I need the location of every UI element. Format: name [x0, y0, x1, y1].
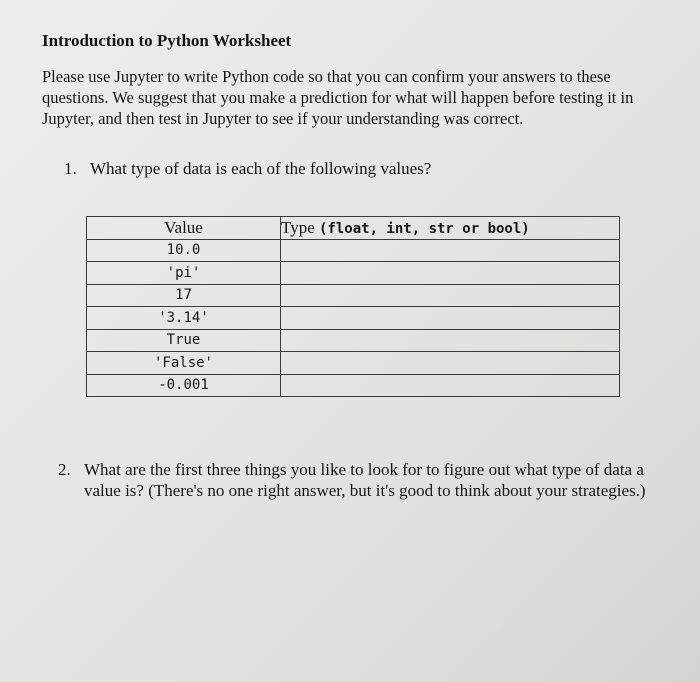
question-1-text: What type of data is each of the following values?	[90, 159, 432, 178]
value-cell: 10.0	[87, 239, 281, 262]
value-cell: 'False'	[87, 352, 281, 375]
question-1	[64, 159, 431, 179]
value-column-header: Value	[87, 217, 281, 240]
type-header-label: Type	[281, 217, 319, 237]
type-answer-cell[interactable]	[281, 307, 620, 330]
type-answer-cell[interactable]	[281, 374, 620, 397]
table-row	[87, 262, 620, 285]
table-row	[87, 239, 620, 262]
table-row	[87, 284, 620, 307]
type-header-options: (float, int, str or bool)	[319, 220, 530, 237]
value-cell: '3.14'	[87, 307, 281, 330]
value-cell: True	[87, 329, 281, 352]
question-2-number: 2.	[58, 460, 71, 479]
type-answer-cell[interactable]	[281, 329, 620, 352]
table-row	[87, 352, 620, 375]
worksheet-title: Introduction to Python Worksheet	[42, 31, 292, 50]
value-cell: 17	[87, 284, 281, 307]
value-cell: -0.001	[87, 374, 281, 397]
value-cell: 'pi'	[87, 262, 281, 285]
question-2-text: What are the first three things you like to look for to figure out what type of data a value is? (There's no one right answer, but it's good to think about your strategies.)	[84, 460, 646, 500]
type-answer-cell[interactable]	[281, 284, 620, 307]
type-answer-cell[interactable]	[281, 352, 620, 375]
table-header-row	[87, 217, 620, 240]
type-answer-cell[interactable]	[281, 262, 620, 285]
question-1-number: 1.	[64, 159, 77, 178]
table-row	[87, 374, 620, 397]
answer-table	[86, 216, 620, 397]
type-column-header	[281, 217, 620, 240]
type-answer-cell[interactable]	[281, 239, 620, 262]
table-row	[87, 307, 620, 330]
table-row	[87, 329, 620, 352]
intro-paragraph: Please use Jupyter to write Python code so that you can confirm your answers to these questions. We suggest that you make a prediction for what will happen before testing it in Jupyter, and then test in Jupyter to see if your understanding was correct.	[42, 67, 634, 128]
question-2	[58, 459, 658, 501]
